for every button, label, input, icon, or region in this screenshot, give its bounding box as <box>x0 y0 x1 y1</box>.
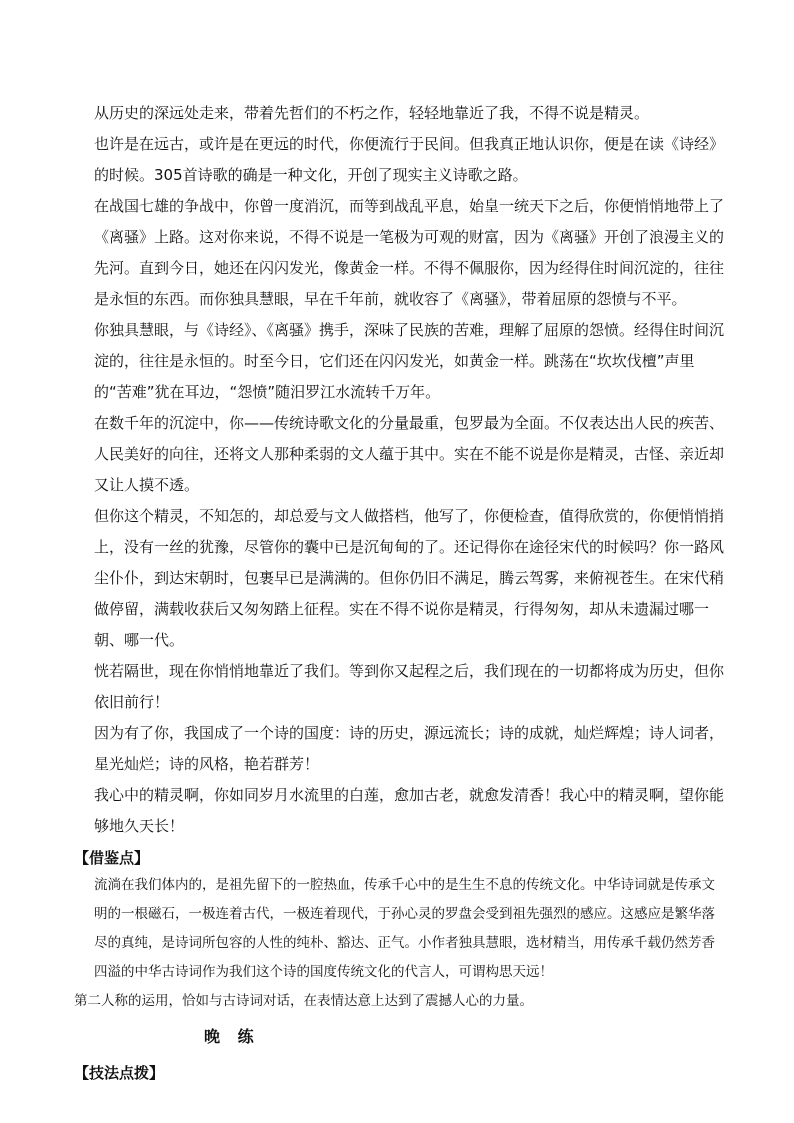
essay-paragraph-4 <box>94 315 724 408</box>
essay-paragraph-8 <box>94 718 724 780</box>
paragraph-text: 在战国七雄的争战中，你曾一度消沉，而等到战乱平息，始皇一统天下之后，你便悄悄地带上了《离骚》上路。这对你来说，不得不说是一笔极为可观的财富，因为《离骚》开创了浪漫主义的先河。直到今日，她还在闪闪发光，像黄金一样。不得不佩服你，因为经得住时间沉淀的，往往是永恒的东西。而你独具慧眼，早在千年前，就收容了《离骚》，带着屈原的怨愤与不平。 <box>94 197 725 308</box>
essay-paragraph-5 <box>94 408 724 501</box>
section-title-wanlian: 晚 练 <box>204 1027 260 1046</box>
essay-content <box>74 98 725 1086</box>
paragraph-text: 在数千年的沉淀中，你——传统诗歌文化的分量最重，包罗最为全面。不仅表达出人民的疾苦、人民美好的向往，还将文人那种柔弱的文人蕴于其中。实在不能不说是你是精灵，古怪、亲近却又让人摸不透。 <box>94 414 725 494</box>
essay-paragraph-9 <box>94 780 724 842</box>
essay-paragraph-2 <box>94 129 724 191</box>
jiejian-commentary <box>94 871 724 987</box>
paragraph-text: 也许是在远古，或许是在更远的时代，你便流行于民间。但我真正地认识你，便是在读《诗经》的时候。305首诗歌的确是一种文化，开创了现实主义诗歌之路。 <box>94 135 725 184</box>
paragraph-text: 我心中的精灵啊，你如同岁月水流里的白莲，愈加古老，就愈发清香！我心中的精灵啊，望你能够地久天长！ <box>94 786 725 835</box>
paragraph-text: 因为有了你，我国成了一个诗的国度：诗的历史，源远流长；诗的成就，灿烂辉煌；诗人词者，星光灿烂；诗的风格，艳若群芳！ <box>94 724 725 773</box>
paragraph-text: 你独具慧眼，与《诗经》、《离骚》携手，深味了民族的苦难，理解了屈原的怨愤。经得住时间沉淀的，往往是永恒的。时至今日，它们还在闪闪发光，如黄金一样。跳荡在“坎坎伐檀”声里的“苦难”犹在耳边，“怨愤”随汨罗江水流转千万年。 <box>94 321 725 401</box>
essay-paragraph-3 <box>94 191 724 315</box>
paragraph-text: 恍若隔世，现在你悄悄地靠近了我们。等到你又起程之后，我们现在的一切都将成为历史，但你依旧前行！ <box>94 662 725 711</box>
jifa-heading: 【技法点拨】 <box>74 1064 165 1082</box>
essay-paragraph-1 <box>94 98 724 129</box>
commentary-text: 流淌在我们体内的，是祖先留下的一腔热血，传承千心中的是生生不息的传统文化。中华诗词就是传承文明的一根磁石，一极连着古代，一极连着现代，于孙心灵的罗盘会受到祖先强烈的感应。这感应是繁华落尽的真纯，是诗词所包容的人性的纯朴、豁达、正气。小作者独具慧眼，选材精当，用传承千载仍然芳香四溢的中华古诗词作为我们这个诗的国度传统文化的代言人，可谓构思天远！ <box>94 877 715 980</box>
paragraph-text: 从历史的深远处走来，带着先哲们的不朽之作，轻轻地靠近了我，不得不说是精灵。 <box>94 104 650 122</box>
jiejian-heading: 【借鉴点】 <box>74 849 150 867</box>
paragraph-text: 但你这个精灵，不知怎的，却总爱与文人做搭档，他写了，你便检查，值得欣赏的，你便悄悄捎上，没有一丝的犹豫，尽管你的囊中已是沉甸甸的了。还记得你在途径宋代的时候吗？你一路风尘仆仆，到达宋朝时，包裹早已是满满的。但你仍旧不满足，腾云驾雾，来俯视苍生。在宋代稍做停留，满载收获后又匆匆踏上征程。实在不得不说你是精灵，行得匆匆，却从未遗漏过哪一朝、哪一代。 <box>94 507 725 649</box>
commentary-text: 第二人称的运用，恰如与古诗词对话，在表情达意上达到了震撼人心的力量。 <box>74 993 533 1009</box>
essay-paragraph-6 <box>94 501 724 656</box>
essay-paragraph-7 <box>94 656 724 718</box>
jiejian-commentary-2 <box>74 987 724 1016</box>
